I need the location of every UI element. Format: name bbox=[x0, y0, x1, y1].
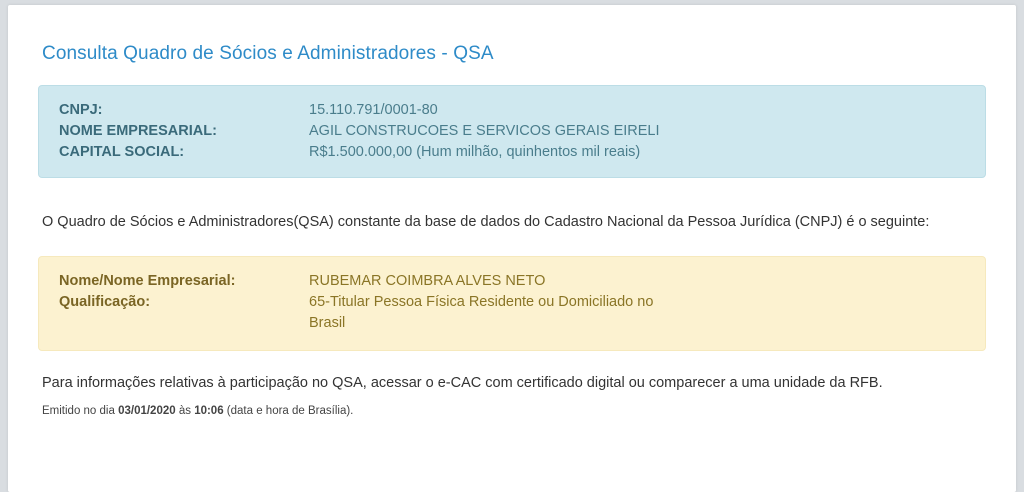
partner-qualification-label: Qualificação: bbox=[59, 294, 151, 310]
partner-qualification-value: 65-Titular Pessoa Física Residente ou Domiciliado no Brasil bbox=[309, 294, 654, 331]
partner-info-panel bbox=[38, 256, 986, 351]
company-cnpj-row bbox=[59, 100, 965, 121]
partner-qualification-row bbox=[59, 292, 965, 334]
footer-paragraph: Para informações relativas à participação no QSA, acessar o e-CAC com certificado digital ou comparecer a uma unidade da RFB. bbox=[42, 375, 883, 391]
company-name-label: NOME EMPRESARIAL: bbox=[59, 123, 217, 139]
partner-name-label: Nome/Nome Empresarial: bbox=[59, 273, 236, 289]
emitted-middle: às bbox=[175, 405, 195, 417]
emitted-time: 10:06 bbox=[194, 405, 224, 417]
company-capital-row bbox=[59, 142, 965, 163]
document-page bbox=[8, 5, 1016, 492]
intro-paragraph: O Quadro de Sócios e Administradores(QSA) constante da base de dados do Cadastro Nacional da Pessoa Jurídica (CNPJ) é o seguinte: bbox=[42, 214, 930, 230]
page-title: Consulta Quadro de Sócios e Administradores - QSA bbox=[42, 43, 494, 64]
company-name-row bbox=[59, 121, 965, 142]
partner-name-row bbox=[59, 271, 965, 292]
emitted-prefix: Emitido no dia bbox=[42, 405, 119, 417]
document-content bbox=[8, 5, 1016, 417]
emission-timestamp bbox=[42, 405, 986, 417]
company-cnpj-label: CNPJ: bbox=[59, 102, 103, 118]
company-capital-label: CAPITAL SOCIAL: bbox=[59, 144, 185, 160]
company-name-value: AGIL CONSTRUCOES E SERVICOS GERAIS EIRELI bbox=[309, 123, 660, 139]
company-cnpj-value: 15.110.791/0001-80 bbox=[309, 102, 438, 118]
partner-name-value: RUBEMAR COIMBRA ALVES NETO bbox=[309, 273, 546, 289]
emitted-date: 03/01/2020 bbox=[118, 405, 176, 417]
company-info-panel bbox=[38, 85, 986, 178]
emitted-suffix: (data e hora de Brasília). bbox=[223, 405, 354, 417]
company-capital-value: R$1.500.000,00 (Hum milhão, quinhentos mil reais) bbox=[309, 144, 641, 160]
